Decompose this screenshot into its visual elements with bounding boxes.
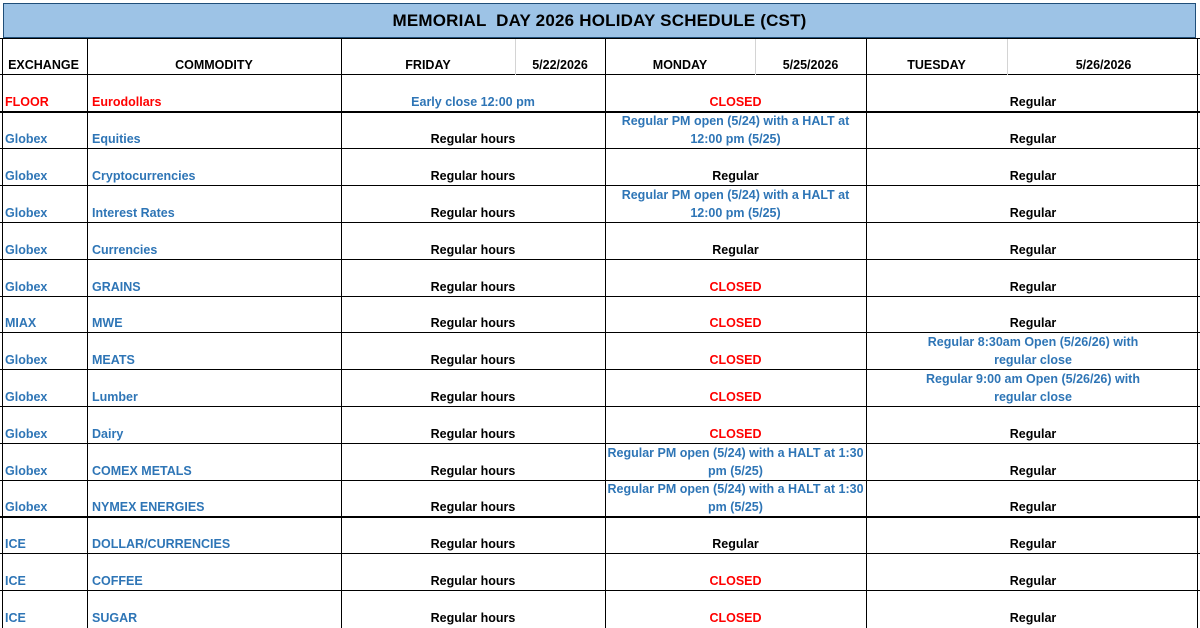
column-divider (755, 39, 756, 75)
row-divider (0, 516, 1200, 518)
column-divider (87, 39, 88, 628)
cell-monday: CLOSED (709, 611, 762, 625)
cell-monday: Regular PM open (5/24) with a HALT at 1:30 pm (5/25) (607, 446, 864, 478)
cell-monday: CLOSED (709, 390, 762, 404)
cell-commodity: Currencies (92, 243, 158, 257)
cell-commodity: Eurodollars (92, 95, 162, 109)
cell-commodity: NYMEX ENERGIES (92, 500, 205, 514)
cell-friday: Regular hours (430, 316, 516, 330)
cell-commodity: Interest Rates (92, 206, 175, 220)
cell-exchange: MIAX (5, 316, 37, 330)
column-divider (341, 39, 342, 628)
cell-tuesday: Regular (1009, 243, 1057, 257)
cell-monday: CLOSED (709, 574, 762, 588)
cell-commodity: Equities (92, 132, 141, 146)
cell-monday: Regular (712, 537, 759, 551)
cell-commodity: SUGAR (92, 611, 138, 625)
row-divider (0, 222, 1200, 223)
cell-commodity: MEATS (92, 353, 135, 367)
column-divider (605, 39, 606, 628)
row-divider (0, 369, 1200, 370)
column-divider (866, 39, 867, 628)
cell-tuesday: Regular (1009, 427, 1057, 441)
header-monday: MONDAY (652, 58, 708, 72)
row-divider (0, 443, 1200, 444)
cell-tuesday: Regular (1009, 206, 1057, 220)
column-divider (2, 39, 3, 628)
cell-monday: Regular (712, 243, 759, 257)
cell-tuesday: Regular 9:00 am Open (5/26/26) with regular close (926, 372, 1140, 404)
cell-tuesday: Regular (1009, 611, 1057, 625)
cell-exchange: Globex (5, 132, 48, 146)
header-monday-date: 5/25/2026 (782, 58, 839, 72)
cell-tuesday: Regular 8:30am Open (5/26/26) with regular close (927, 335, 1139, 367)
header-tuesday-date: 5/26/2026 (1075, 58, 1132, 72)
cell-monday: Regular PM open (5/24) with a HALT at 1:30 pm (5/25) (607, 482, 864, 514)
cell-exchange: ICE (5, 537, 26, 551)
cell-friday: Regular hours (430, 206, 516, 220)
cell-monday: CLOSED (709, 316, 762, 330)
cell-friday: Regular hours (430, 611, 516, 625)
cell-exchange: Globex (5, 500, 48, 514)
row-divider (0, 148, 1200, 149)
header-friday: FRIDAY (405, 58, 451, 72)
cell-tuesday: Regular (1009, 316, 1057, 330)
cell-commodity: COFFEE (92, 574, 143, 588)
row-divider (0, 480, 1200, 481)
cell-monday: CLOSED (709, 427, 762, 441)
cell-commodity: DOLLAR/CURRENCIES (92, 537, 231, 551)
row-divider (0, 553, 1200, 554)
cell-exchange: Globex (5, 464, 48, 478)
cell-monday: CLOSED (709, 280, 762, 294)
cell-friday: Regular hours (430, 427, 516, 441)
cell-exchange: Globex (5, 353, 48, 367)
column-divider (1197, 39, 1198, 628)
cell-friday: Regular hours (430, 537, 516, 551)
cell-exchange: ICE (5, 611, 26, 625)
cell-commodity: MWE (92, 316, 123, 330)
cell-friday: Regular hours (430, 390, 516, 404)
cell-exchange: Globex (5, 169, 48, 183)
row-divider (0, 259, 1200, 260)
row-divider (0, 406, 1200, 407)
cell-tuesday: Regular (1009, 464, 1057, 478)
header-friday-date: 5/22/2026 (532, 58, 588, 72)
cell-exchange: FLOOR (5, 95, 49, 109)
cell-exchange: Globex (5, 280, 48, 294)
cell-tuesday: Regular (1009, 132, 1057, 146)
cell-monday: CLOSED (709, 95, 762, 109)
cell-commodity: GRAINS (92, 280, 141, 294)
cell-exchange: Globex (5, 206, 48, 220)
row-divider (0, 590, 1200, 591)
row-divider (0, 296, 1200, 297)
row-divider (0, 332, 1200, 333)
cell-friday: Regular hours (430, 132, 516, 146)
cell-exchange: Globex (5, 427, 48, 441)
cell-friday: Regular hours (430, 353, 516, 367)
row-divider (0, 38, 1200, 39)
cell-tuesday: Regular (1009, 95, 1057, 109)
cell-tuesday: Regular (1009, 574, 1057, 588)
cell-monday: Regular PM open (5/24) with a HALT at 12:00 pm (5/25) (621, 188, 850, 220)
cell-monday: CLOSED (709, 353, 762, 367)
cell-commodity: Cryptocurrencies (92, 169, 196, 183)
cell-friday: Regular hours (430, 169, 516, 183)
cell-friday: Regular hours (430, 500, 516, 514)
header-commodity: COMMODITY (175, 58, 253, 72)
cell-exchange: ICE (5, 574, 26, 588)
column-divider (1007, 39, 1008, 75)
cell-friday: Regular hours (430, 280, 516, 294)
sheet-title: MEMORIAL DAY 2026 HOLIDAY SCHEDULE (CST) (3, 3, 1196, 38)
cell-friday: Regular hours (430, 243, 516, 257)
cell-exchange: Globex (5, 390, 48, 404)
cell-friday: Regular hours (430, 574, 516, 588)
cell-commodity: COMEX METALS (92, 464, 192, 478)
row-divider (0, 111, 1200, 113)
cell-tuesday: Regular (1009, 169, 1057, 183)
cell-tuesday: Regular (1009, 537, 1057, 551)
cell-commodity: Lumber (92, 390, 138, 404)
row-divider (0, 74, 1200, 75)
cell-monday: Regular (712, 169, 759, 183)
cell-friday: Regular hours (430, 464, 516, 478)
row-divider (0, 185, 1200, 186)
cell-tuesday: Regular (1009, 280, 1057, 294)
cell-commodity: Dairy (92, 427, 124, 441)
header-tuesday: TUESDAY (907, 58, 966, 72)
cell-friday: Early close 12:00 pm (411, 95, 535, 109)
cell-exchange: Globex (5, 243, 48, 257)
cell-tuesday: Regular (1009, 500, 1057, 514)
cell-monday: Regular PM open (5/24) with a HALT at 12:00 pm (5/25) (621, 114, 850, 146)
header-exchange: EXCHANGE (8, 58, 79, 72)
column-divider (515, 39, 516, 75)
